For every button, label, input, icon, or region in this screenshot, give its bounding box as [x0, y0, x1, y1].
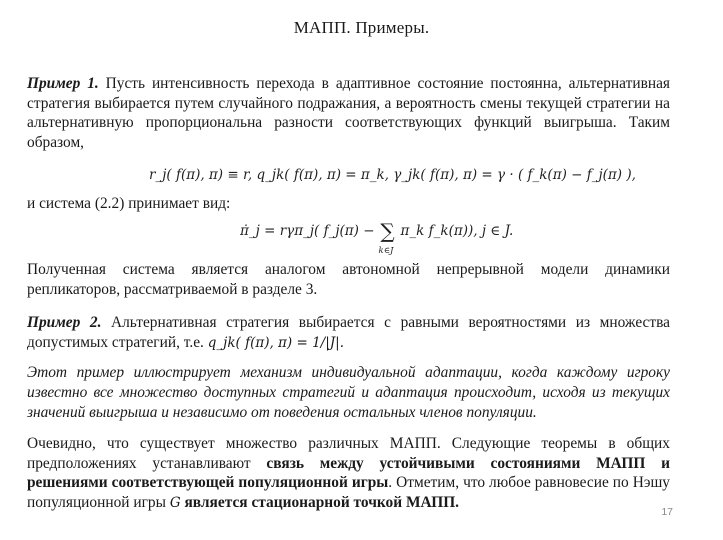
example2-text: Альтернативная стратегия выбирается с равными вероятностями из множества допустимых стратегий, т.е. — [27, 314, 670, 351]
conclusion-paragraph — [27, 434, 670, 513]
example1-text: Пусть интенсивность перехода в адаптивное состояние постоянна, альтернативная стратегия выбирается путем случайного подражания, а вероятность смены текущей стратегии на альтернативную пропорциональна разности соответствующих функций выигрыша. Таким образом, — [27, 75, 670, 151]
conclusion-bold1: связь между устойчивыми состояниями МАПП и решениями соответствующей популяционной игры — [27, 454, 670, 492]
page-number: 17 — [661, 506, 673, 518]
formula-replicator-right: π_k f_k(π)), j ∈ J. — [400, 222, 514, 239]
example2-paragraph — [27, 313, 670, 353]
replicator-note: Полученная система является аналогом автономной непрерывной модели динамики репликаторов, рассматриваемой в разделе 3. — [27, 260, 670, 298]
example1-label: Пример 1. — [27, 75, 99, 92]
formula-rates: r_j( f(π), π) ≡ r, q_jk( f(π), π) = π_k, γ_jk( f(π), π) = γ · ( f_k(π) − f_j(π) ), — [149, 167, 636, 184]
game-symbol: G — [169, 494, 181, 511]
example2-formula: q_jk( f(π), π) = 1/|J|. — [207, 334, 345, 351]
slide-title: МАПП. Примеры. — [293, 18, 430, 37]
example1-paragraph — [27, 74, 670, 152]
formula-replicator — [240, 218, 670, 260]
slide-content — [27, 74, 670, 514]
conclusion-bold2: является стационарной точкой МАПП. — [184, 493, 460, 511]
sum-index: k∈J — [378, 245, 394, 256]
system-intro: и система (2.2) принимает вид: — [27, 195, 231, 213]
formula-replicator-left: π̇_j = rγπ_j( f_j(π) − — [240, 222, 375, 239]
conclusion-part2: . Отметим, что любое равновесие по Нэшу популяционной игры — [27, 474, 670, 511]
example2-label: Пример 2. — [27, 314, 102, 332]
conclusion-part1: Очевидно, что существует множество различных МАПП. Следующие теоремы в общих предположениях устанавливают — [27, 435, 670, 472]
sum-symbol: ∑ k∈J — [375, 218, 401, 244]
example2-italic-note: Этот пример иллюстрирует механизм индивидуальной адаптации, когда каждому игроку известно все множество доступных стратегий и адаптация происходит, исходя из текущих значений выигрыша и независимо от поведения остальных членов популяции. — [27, 364, 670, 421]
